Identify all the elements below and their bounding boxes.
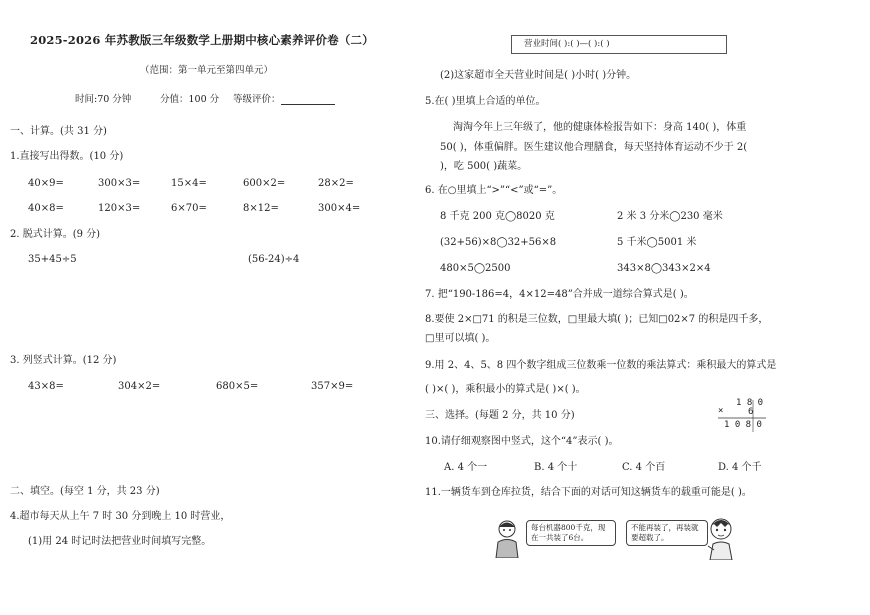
q2-item: 35+45÷5 bbox=[28, 254, 77, 265]
section-1-heading: 一、计算。(共 31 分) bbox=[10, 126, 107, 137]
q1-item: 600×2= bbox=[243, 178, 286, 189]
q5-title: 5.在( )里填上合适的单位。 bbox=[425, 96, 546, 107]
q6-item: 343×8◯343×2×4 bbox=[617, 263, 711, 274]
q1-title: 1.直接写出得数。(10 分) bbox=[10, 151, 124, 162]
q6-item: 8 千克 200 克◯8020 克 bbox=[440, 211, 555, 222]
q1-item: 300×3= bbox=[98, 178, 141, 189]
q3-item: 304×2= bbox=[118, 381, 161, 392]
q1-item: 28×2= bbox=[318, 178, 354, 189]
grade-blank[interactable] bbox=[281, 95, 335, 105]
q3-item: 43×8= bbox=[28, 381, 64, 392]
q10-option-c[interactable]: C. 4 个百 bbox=[622, 462, 666, 473]
q11-text: 11.一辆货车到仓库拉货，结合下面的对话可知这辆货车的载重可能是( )。 bbox=[425, 487, 752, 498]
q10-option-a[interactable]: A. 4 个一 bbox=[444, 462, 488, 473]
q5-text: 50( )，体重偏胖。医生建议他合理膳食，每天坚持体育运动不少于 2( bbox=[440, 142, 748, 153]
q2-title: 2. 脱式计算。(9 分) bbox=[10, 229, 101, 240]
q10-text: 10.请仔细观察图中竖式，这个“4”表示( )。 bbox=[425, 436, 619, 447]
section-3-heading: 三、选择。(每题 2 分，共 10 分) bbox=[425, 410, 575, 421]
page-title: 2025-2026 年苏教版三年级数学上册期中核心素养评价卷（二） bbox=[30, 33, 374, 47]
vertical-calculation-figure bbox=[716, 398, 768, 434]
exam-time: 时间:70 分钟 bbox=[75, 94, 132, 105]
fig-multiplicand: 1 8 0 bbox=[736, 398, 764, 408]
q1-item: 40×9= bbox=[28, 178, 64, 189]
q1-item: 40×8= bbox=[28, 203, 64, 214]
q4-text: 4.超市每天从上午 7 时 30 分到晚上 10 时营业， bbox=[10, 511, 231, 522]
q4-2-text: (2)这家超市全天营业时间是( )小时( )分钟。 bbox=[440, 70, 637, 81]
q7-text: 7. 把“190-186=4，4×12=48”合并成一道综合算式是( )。 bbox=[425, 289, 694, 300]
person-right-icon bbox=[704, 516, 738, 560]
q6-item: 5 千米◯5001 米 bbox=[617, 237, 697, 248]
q4-1-text: (1)用 24 时记时法把营业时间填写完整。 bbox=[28, 536, 212, 547]
q6-item: 480×5◯2500 bbox=[440, 263, 511, 274]
q3-item: 680×5= bbox=[216, 381, 259, 392]
exam-score: 分值：100 分 bbox=[160, 94, 220, 105]
q3-title: 3. 列竖式计算。(12 分) bbox=[10, 355, 117, 366]
dialog-illustration bbox=[490, 516, 740, 560]
q10-option-b[interactable]: B. 4 个十 bbox=[534, 462, 578, 473]
fig-multiplier: 6 bbox=[748, 407, 754, 417]
fig-product: 1 0 8 0 bbox=[724, 420, 762, 430]
q1-item: 6×70= bbox=[171, 203, 207, 214]
grade-label: 等级评价： bbox=[233, 94, 335, 105]
q1-item: 8×12= bbox=[243, 203, 279, 214]
q6-title: 6. 在○里填上“>”“<”或“=”。 bbox=[425, 185, 563, 196]
section-2-heading: 二、填空。(每空 1 分，共 23 分) bbox=[10, 486, 160, 497]
q8-text: 8.要使 2×□71 的积是三位数，□里最大填( )；已知□02×7 的积是四千多， bbox=[425, 314, 769, 325]
q1-item: 300×4= bbox=[318, 203, 361, 214]
q6-item: (32+56)×8◯32+56×8 bbox=[440, 237, 557, 248]
q1-item: 15×4= bbox=[171, 178, 207, 189]
exam-range: （范围：第一单元至第四单元） bbox=[140, 65, 274, 76]
multiply-sign-icon: × bbox=[718, 406, 724, 416]
person-left-icon bbox=[490, 518, 524, 558]
speech-bubble-right: 不能再装了，再装就要超载了。 bbox=[626, 520, 708, 546]
q10-option-d[interactable]: D. 4 个千 bbox=[718, 462, 762, 473]
q5-text: )，吃 500( )蔬菜。 bbox=[440, 161, 528, 172]
q3-item: 357×9= bbox=[311, 381, 354, 392]
q9-text: 9.用 2、4、5、8 四个数字组成三位数乘一位数的乘法算式：乘积最大的算式是 bbox=[425, 360, 777, 371]
q1-item: 120×3= bbox=[98, 203, 141, 214]
q6-item: 2 米 3 分米◯230 毫米 bbox=[617, 211, 723, 222]
q5-text: 淘淘今年上三年级了，他的健康体检报告如下：身高 140( )，体重 bbox=[453, 122, 747, 133]
q2-item: (56-24)÷4 bbox=[248, 254, 300, 265]
speech-bubble-left: 每台机器800千克，现在一共装了6台。 bbox=[526, 520, 616, 546]
q8-text: □里可以填( )。 bbox=[425, 333, 496, 344]
business-hours-box[interactable]: 营业时间( ):( )—( ):( ) bbox=[511, 35, 727, 54]
q9-text: ( )×( )，乘积最小的算式是( )×( )。 bbox=[425, 384, 586, 395]
